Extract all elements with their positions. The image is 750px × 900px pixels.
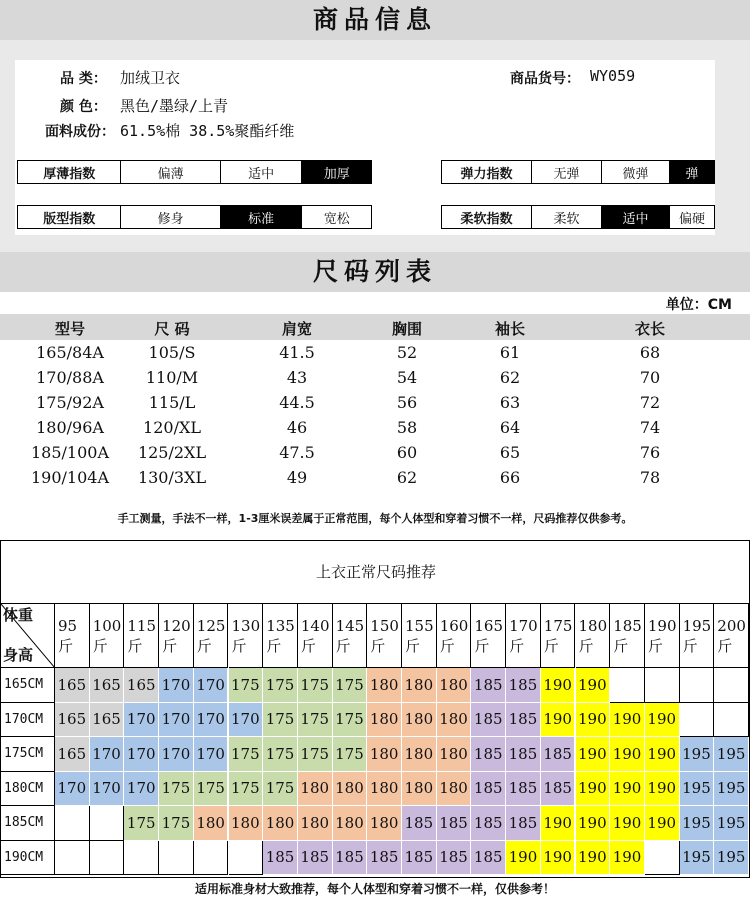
size-header-cell: 袖长	[494, 320, 526, 338]
recommend-cell: 180	[367, 668, 402, 703]
recommend-cell: 185	[506, 703, 541, 738]
size-header-cell: 胸围	[391, 320, 423, 338]
size-cell: 115/L	[148, 393, 196, 412]
weight-value: 175	[543, 616, 573, 635]
recommend-cell: 180	[437, 703, 472, 738]
size-cell: 64	[499, 418, 521, 437]
rating-option: 微弹	[602, 161, 670, 183]
recommend-cell: 170	[90, 737, 125, 772]
recommend-cell: 175	[263, 772, 298, 807]
weight-value: 145	[335, 616, 365, 635]
recommend-cell: 165	[90, 703, 125, 738]
recommend-cell: 175	[229, 737, 264, 772]
recommend-cell: 195	[680, 841, 715, 876]
weight-unit: 斤	[439, 636, 455, 655]
recommend-cell: 180	[333, 806, 368, 841]
recommend-cell: 175	[159, 806, 194, 841]
weight-value: 165	[474, 616, 504, 635]
recommend-cell: 195	[680, 806, 715, 841]
size-cell: 72	[639, 393, 661, 412]
size-cell: 52	[396, 343, 418, 362]
size-cell: 170/88A	[36, 368, 104, 387]
recommend-cell: 190	[645, 703, 680, 738]
recommend-cell: 180	[402, 772, 437, 807]
recommend-cell: 180	[402, 703, 437, 738]
recommend-cell: 180	[402, 737, 437, 772]
weight-value: 195	[682, 616, 712, 635]
weight-unit: 斤	[717, 636, 733, 655]
elasticity-rating	[441, 160, 715, 184]
rating-option: 修身	[121, 206, 220, 228]
weight-value: 100	[92, 616, 122, 635]
weight-header-cell	[55, 604, 90, 668]
recommend-cell	[645, 668, 680, 703]
recommend-cell: 180	[367, 772, 402, 807]
weight-value: 140	[300, 616, 330, 635]
weight-header-cell	[645, 604, 680, 668]
recommend-cell: 185	[506, 772, 541, 807]
recommendation-title: 上衣正常尺码推荐	[315, 563, 436, 581]
weight-unit: 斤	[92, 636, 108, 655]
recommend-cell: 190	[610, 806, 645, 841]
weight-value: 125	[196, 616, 226, 635]
recommend-cell: 190	[610, 737, 645, 772]
size-cell: 65	[499, 443, 521, 462]
weight-value: 95	[58, 616, 78, 635]
fabric-label: 面料成份：	[45, 124, 115, 140]
weight-value: 180	[578, 616, 608, 635]
recommend-cell: 190	[645, 737, 680, 772]
sku-value: WY059	[590, 67, 636, 85]
weight-header-cell	[402, 604, 437, 668]
recommend-cell: 175	[124, 806, 159, 841]
weight-value: 155	[405, 616, 434, 635]
recommend-cell: 165	[124, 668, 159, 703]
rating-title: 柔软指数	[442, 206, 532, 228]
recommend-cell: 190	[576, 703, 611, 738]
recommend-cell: 195	[714, 772, 749, 807]
recommend-cell: 185	[541, 772, 576, 807]
recommend-cell: 190	[610, 772, 645, 807]
weight-unit: 斤	[196, 636, 212, 655]
recommend-cell: 170	[229, 703, 264, 738]
recommend-cell	[680, 703, 715, 738]
weight-value: 190	[647, 616, 677, 635]
sku-label: 商品货号：	[510, 71, 580, 87]
size-cell: 185/100A	[30, 443, 110, 462]
recommend-cell: 175	[298, 703, 333, 738]
weight-axis-label: 体重	[3, 606, 34, 624]
recommend-cell: 170	[124, 772, 159, 807]
recommend-cell: 185	[298, 841, 333, 876]
height-header-cell: 185CM	[1, 806, 55, 841]
recommend-cell: 180	[298, 806, 333, 841]
weight-unit: 斤	[405, 636, 421, 655]
weight-unit: 斤	[266, 636, 282, 655]
recommend-cell: 190	[541, 841, 576, 876]
recommend-cell: 185	[263, 841, 298, 876]
recommend-cell	[194, 841, 229, 876]
recommend-cell: 190	[645, 806, 680, 841]
recommend-cell: 180	[333, 772, 368, 807]
recommend-cell: 175	[263, 737, 298, 772]
weight-unit: 斤	[647, 636, 663, 655]
recommend-cell: 190	[576, 737, 611, 772]
recommend-cell: 170	[194, 703, 229, 738]
weight-unit: 斤	[509, 636, 525, 655]
recommend-cell: 185	[471, 703, 506, 738]
size-cell: 49	[286, 468, 308, 487]
recommend-cell: 190	[576, 806, 611, 841]
recommend-cell: 165	[55, 703, 90, 738]
recommend-cell: 170	[124, 703, 159, 738]
recommend-cell: 180	[437, 737, 472, 772]
size-cell: 175/92A	[36, 393, 104, 412]
page-title: 商品信息	[0, 0, 750, 40]
weight-header-cell	[159, 604, 194, 668]
weight-header-cell	[610, 604, 645, 668]
info-panel	[15, 60, 715, 235]
weight-unit: 斤	[474, 636, 490, 655]
corner-cell	[1, 604, 55, 668]
size-header-cell: 肩宽	[281, 320, 313, 338]
recommend-cell: 170	[124, 737, 159, 772]
height-header-cell: 180CM	[1, 772, 55, 807]
size-cell: 70	[639, 368, 661, 387]
recommend-cell: 180	[298, 772, 333, 807]
size-cell: 66	[499, 468, 521, 487]
recommend-cell: 190	[506, 841, 541, 876]
rating-option: 弹	[670, 161, 714, 183]
recommend-cell: 185	[367, 841, 402, 876]
recommend-cell: 175	[298, 668, 333, 703]
recommend-cell: 185	[471, 737, 506, 772]
weight-unit: 斤	[58, 636, 74, 655]
size-cell: 68	[639, 343, 661, 362]
fit-rating	[17, 205, 372, 229]
size-header-cell: 衣长	[634, 320, 666, 338]
size-recommendation-table	[0, 540, 750, 878]
recommend-cell: 185	[402, 841, 437, 876]
rating-option: 柔软	[532, 206, 602, 228]
recommend-cell: 185	[471, 841, 506, 876]
recommend-cell: 170	[159, 668, 194, 703]
size-cell: 58	[396, 418, 418, 437]
recommend-cell: 180	[367, 703, 402, 738]
recommend-cell: 185	[506, 668, 541, 703]
height-header-cell: 165CM	[1, 668, 55, 703]
weight-header-cell	[437, 604, 472, 668]
recommend-cell	[714, 703, 749, 738]
weight-header-cell	[471, 604, 506, 668]
weight-value: 120	[162, 616, 191, 635]
rating-option: 加厚	[302, 161, 371, 183]
recommend-cell: 175	[333, 668, 368, 703]
size-cell: 180/96A	[36, 418, 104, 437]
weight-header-cell	[298, 604, 333, 668]
weight-header-cell	[333, 604, 368, 668]
weight-value: 150	[370, 616, 399, 635]
recommend-cell: 170	[194, 668, 229, 703]
recommend-cell: 185	[506, 806, 541, 841]
rating-option: 适中	[221, 161, 303, 183]
weight-unit: 斤	[543, 636, 559, 655]
weight-unit: 斤	[578, 636, 594, 655]
rating-option: 标准	[221, 206, 303, 228]
rating-title: 厚薄指数	[18, 161, 121, 183]
size-cell: 56	[396, 393, 418, 412]
recommend-cell: 180	[367, 737, 402, 772]
weight-unit: 斤	[370, 636, 386, 655]
recommend-cell: 180	[437, 668, 472, 703]
recommend-cell	[680, 668, 715, 703]
weight-value: 185	[613, 616, 642, 635]
weight-header-cell	[541, 604, 576, 668]
recommend-cell: 185	[471, 772, 506, 807]
weight-header-cell	[124, 604, 159, 668]
recommend-cell: 180	[402, 668, 437, 703]
size-cell: 54	[396, 368, 418, 387]
measure-note: 手工测量，手法不一样，1-3厘米误差属于正常范围，每个人体型和穿着习惯不一样，尺码推荐仅供参考。	[117, 512, 633, 525]
recommend-cell: 190	[576, 772, 611, 807]
rating-option: 偏薄	[121, 161, 220, 183]
weight-header-cell	[263, 604, 298, 668]
recommend-cell: 170	[159, 737, 194, 772]
recommend-cell	[90, 841, 125, 876]
recommend-cell: 190	[576, 668, 611, 703]
size-cell: 120/XL	[143, 418, 201, 437]
size-cell: 47.5	[279, 443, 315, 462]
height-header-cell: 170CM	[1, 703, 55, 738]
recommend-cell: 195	[680, 772, 715, 807]
recommend-cell: 175	[263, 668, 298, 703]
recommend-cell: 175	[298, 737, 333, 772]
height-axis-label: 身高	[3, 646, 34, 664]
recommend-cell: 185	[471, 668, 506, 703]
size-cell: 46	[286, 418, 308, 437]
weight-value: 160	[439, 616, 469, 635]
recommend-cell: 185	[333, 841, 368, 876]
weight-header-cell	[576, 604, 611, 668]
weight-value: 200	[717, 616, 746, 635]
recommend-cell: 175	[263, 703, 298, 738]
recommend-cell: 175	[194, 772, 229, 807]
recommend-cell: 185	[402, 806, 437, 841]
recommend-cell: 185	[471, 806, 506, 841]
recommend-cell: 195	[714, 841, 749, 876]
recommend-cell	[610, 668, 645, 703]
rating-title: 版型指数	[18, 206, 121, 228]
weight-value: 115	[127, 616, 157, 635]
size-cell: 61	[499, 343, 521, 362]
fabric-value: 61.5%棉 38.5%聚酯纤维	[120, 122, 295, 140]
weight-unit: 斤	[127, 636, 143, 655]
size-cell: 165/84A	[36, 343, 104, 362]
unit-label: 单位：CM	[665, 297, 732, 313]
recommend-cell: 175	[333, 737, 368, 772]
size-cell: 76	[639, 443, 661, 462]
size-cell: 62	[396, 468, 418, 487]
weight-unit: 斤	[162, 636, 178, 655]
rating-option: 偏硬	[678, 211, 705, 227]
size-cell: 125/2XL	[137, 443, 207, 462]
recommend-cell: 180	[229, 806, 264, 841]
recommend-cell: 195	[714, 806, 749, 841]
size-cell: 43	[286, 368, 308, 387]
recommend-cell: 170	[194, 737, 229, 772]
rating-option: 适中	[602, 206, 670, 228]
rating-option: 宽松	[323, 211, 350, 227]
size-cell: 78	[639, 468, 661, 487]
weight-unit: 斤	[335, 636, 351, 655]
recommend-cell: 195	[714, 737, 749, 772]
weight-value: 130	[231, 616, 261, 635]
weight-header-cell	[714, 604, 749, 668]
weight-unit: 斤	[682, 636, 698, 655]
size-cell: 60	[396, 443, 418, 462]
recommend-cell	[645, 841, 680, 876]
recommend-cell	[229, 841, 264, 876]
weight-header-cell	[680, 604, 715, 668]
recommend-cell: 170	[159, 703, 194, 738]
recommend-cell: 185	[506, 737, 541, 772]
color-label: 颜 色：	[60, 99, 107, 115]
rating-option: 无弹	[532, 161, 602, 183]
recommend-cell: 165	[55, 668, 90, 703]
size-header-cell: 尺 码	[154, 320, 190, 338]
rating-title: 弹力指数	[442, 161, 532, 183]
recommend-cell	[55, 806, 90, 841]
recommend-cell: 185	[541, 737, 576, 772]
recommend-cell: 165	[55, 737, 90, 772]
recommend-cell	[90, 806, 125, 841]
recommend-cell: 190	[541, 703, 576, 738]
weight-header-cell	[90, 604, 125, 668]
recommend-cell: 170	[90, 772, 125, 807]
size-cell: 130/3XL	[137, 468, 207, 487]
softness-rating	[441, 205, 715, 229]
size-cell: 110/M	[145, 368, 199, 387]
recommend-cell: 180	[263, 806, 298, 841]
weight-header-cell	[194, 604, 229, 668]
recommend-cell: 175	[333, 703, 368, 738]
recommend-cell: 175	[229, 772, 264, 807]
recommend-cell: 190	[541, 668, 576, 703]
weight-header-cell	[229, 604, 264, 668]
height-header-cell: 175CM	[1, 737, 55, 772]
size-cell: 44.5	[279, 393, 315, 412]
size-table-title: 尺码列表	[0, 252, 750, 292]
recommend-cell: 175	[159, 772, 194, 807]
category-value: 加绒卫衣	[120, 69, 181, 87]
recommend-cell	[714, 668, 749, 703]
weight-unit: 斤	[231, 636, 247, 655]
recommend-cell: 195	[680, 737, 715, 772]
height-header-cell: 190CM	[1, 841, 55, 876]
size-cell: 105/S	[148, 343, 196, 362]
recommend-cell	[124, 841, 159, 876]
weight-value: 170	[509, 616, 538, 635]
thickness-rating	[17, 160, 372, 184]
size-cell: 63	[499, 393, 521, 412]
recommend-cell: 180	[194, 806, 229, 841]
weight-unit: 斤	[613, 636, 629, 655]
weight-value: 135	[266, 616, 295, 635]
recommend-cell: 165	[90, 668, 125, 703]
category-label: 品 类：	[60, 71, 107, 87]
recommend-cell: 170	[55, 772, 90, 807]
recommend-cell: 180	[437, 772, 472, 807]
size-header-cell: 型号	[54, 320, 86, 338]
recommend-cell: 185	[437, 806, 472, 841]
weight-header-cell	[506, 604, 541, 668]
recommend-cell: 190	[541, 806, 576, 841]
recommend-cell: 175	[229, 668, 264, 703]
color-value: 黑色/墨绿/上青	[120, 97, 229, 115]
weight-unit: 斤	[300, 636, 316, 655]
size-cell: 74	[639, 418, 661, 437]
recommend-cell: 190	[645, 772, 680, 807]
recommend-cell: 190	[610, 841, 645, 876]
size-cell: 62	[499, 368, 521, 387]
recommend-cell	[55, 841, 90, 876]
recommend-cell: 180	[367, 806, 402, 841]
recommend-cell: 190	[576, 841, 611, 876]
recommend-cell	[159, 841, 194, 876]
size-cell: 190/104A	[30, 468, 110, 487]
recommend-cell: 185	[437, 841, 472, 876]
recommendation-note: 适用标准身材大致推荐，每个人体型和穿着习惯不一样，仅供参考！	[194, 882, 555, 896]
recommend-cell: 190	[610, 703, 645, 738]
weight-header-cell	[367, 604, 402, 668]
size-cell: 41.5	[279, 343, 315, 362]
